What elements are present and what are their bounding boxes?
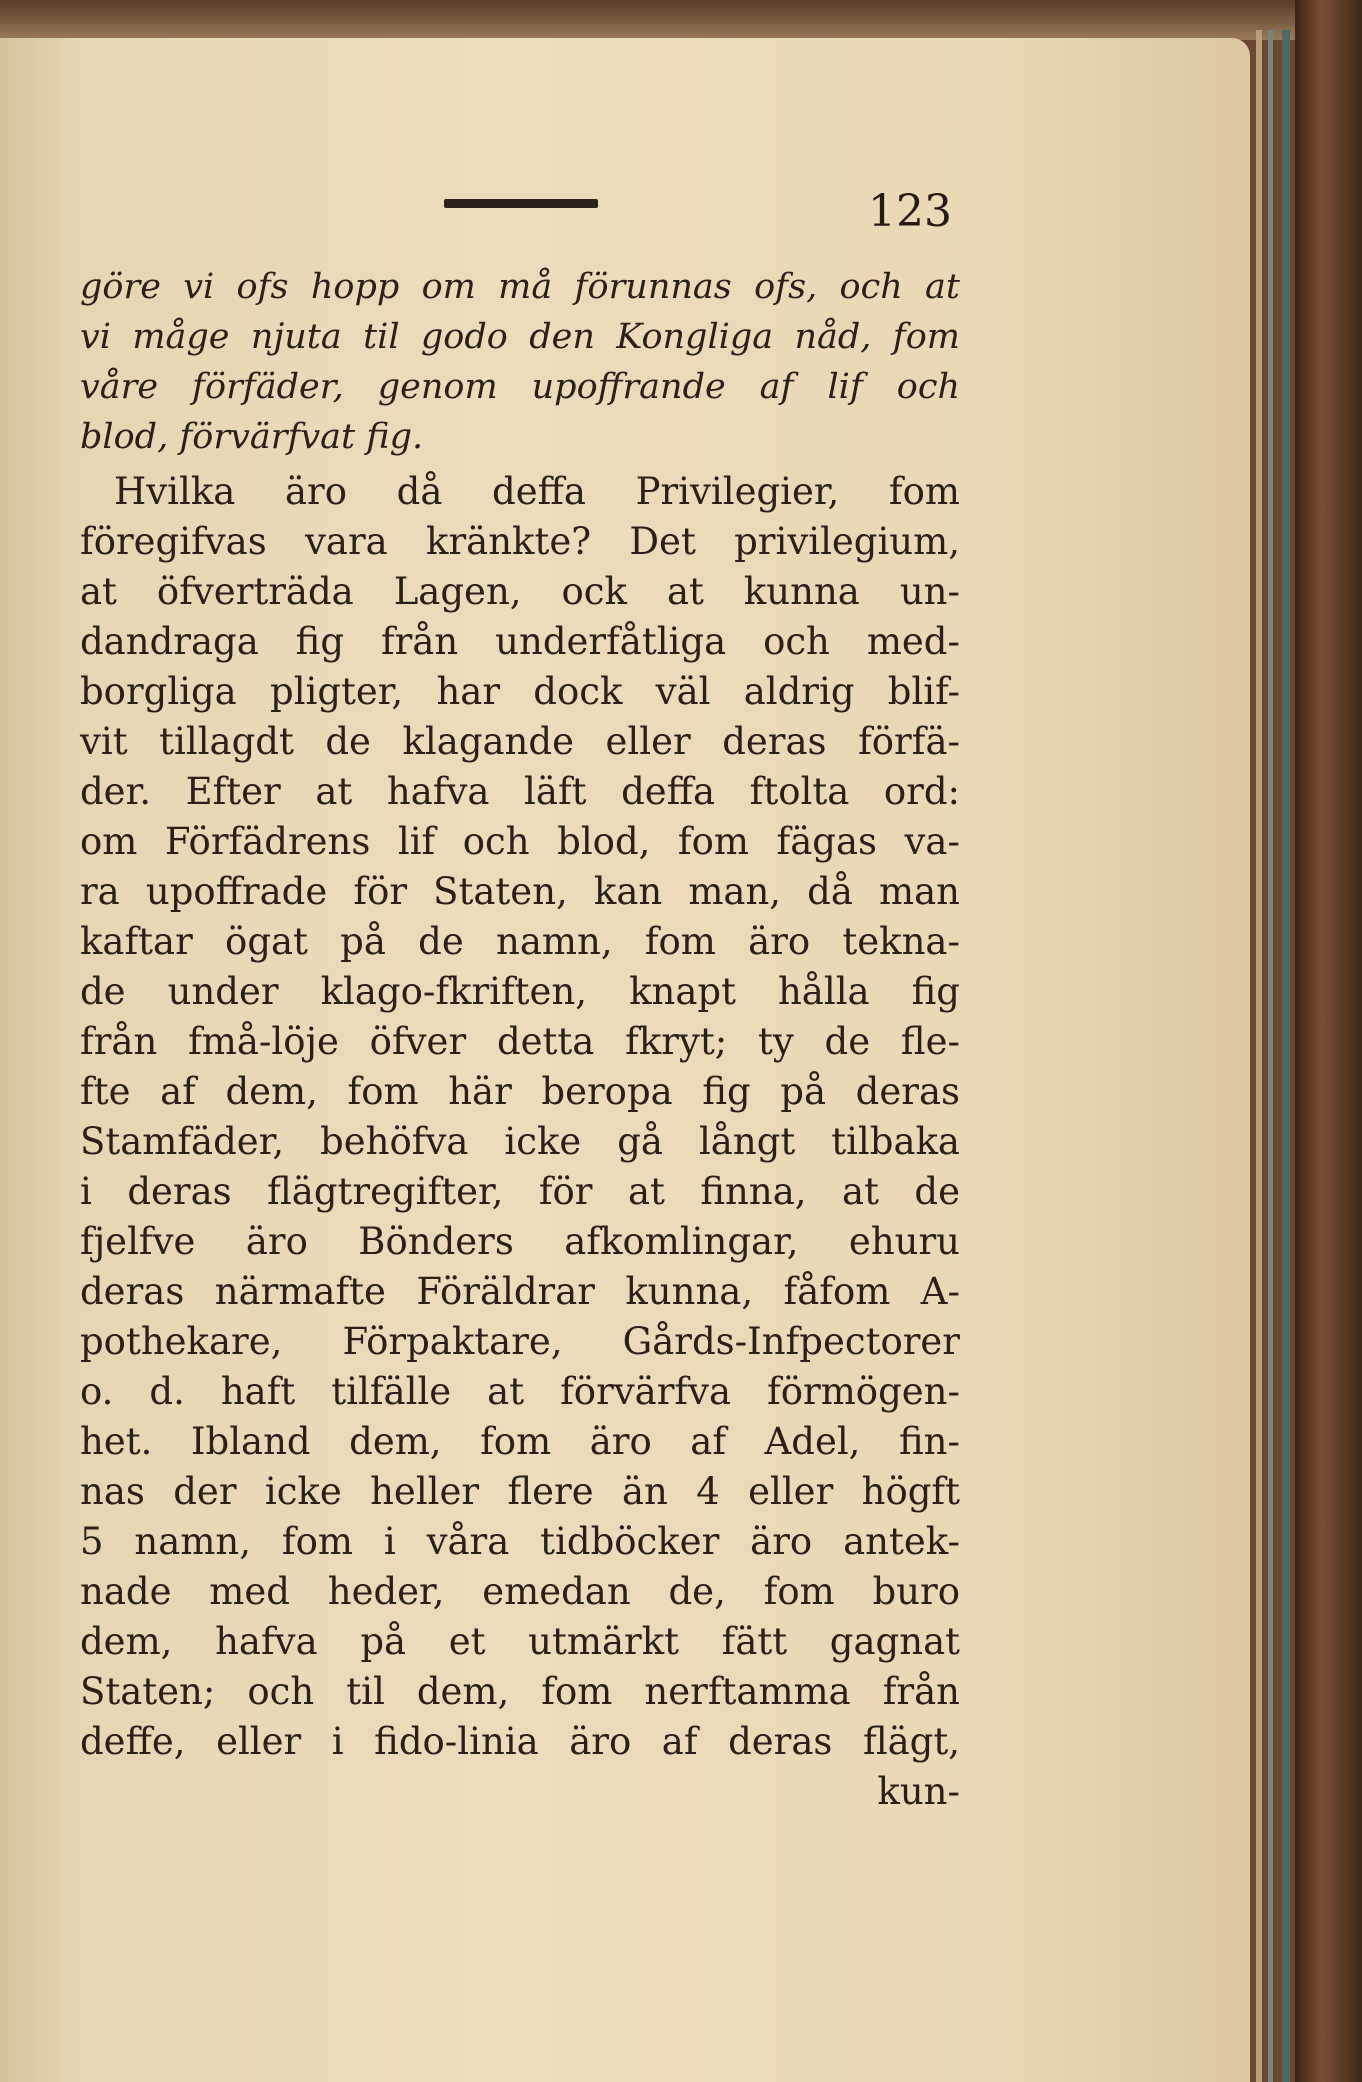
page-edge bbox=[1268, 30, 1273, 2082]
page-edge bbox=[1282, 30, 1290, 2082]
text-line: i deras flägtregifter, för at finna, at de bbox=[80, 1170, 960, 1213]
page-top-edge bbox=[0, 0, 1300, 40]
page-number: 123 bbox=[868, 186, 952, 237]
text-line: het. Ibland dem, fom äro af Adel, fin- bbox=[80, 1420, 960, 1463]
text-line: vi måge njuta til godo den Kongliga nåd, fom bbox=[80, 317, 960, 357]
text-line: om Förfädrens lif och blod, fom fägas va- bbox=[80, 820, 960, 863]
text-line: kaftar ögat på de namn, fom äro tekna- bbox=[80, 920, 960, 963]
text-line: borgliga pligter, har dock väl aldrig blif- bbox=[80, 670, 960, 713]
text-line: ra upoffrade för Staten, kan man, då man bbox=[80, 870, 960, 913]
text-line: Staten; och til dem, fom nerftamma från bbox=[80, 1670, 960, 1713]
text-line: Hvilka äro då deffa Privilegier, fom bbox=[114, 470, 960, 513]
page-edge bbox=[1256, 30, 1262, 2082]
text-line: nas der icke heller flere än 4 eller högft bbox=[80, 1470, 960, 1513]
text-line: fjelfve äro Bönders afkomlingar, ehuru bbox=[80, 1220, 960, 1263]
text-line: de under klago-fkriften, knapt hålla fig bbox=[80, 970, 960, 1013]
text-line: 5 namn, fom i våra tidböcker äro antek- bbox=[80, 1520, 960, 1563]
text-line: Stamfäder, behöfva icke gå långt tilbaka bbox=[80, 1120, 960, 1163]
text-line: der. Efter at hafva läft deffa ftolta ord: bbox=[80, 770, 960, 813]
text-line: fte af dem, fom här beropa fig på deras bbox=[80, 1070, 960, 1113]
text-line: deras närmafte Föräldrar kunna, fåfom A- bbox=[80, 1270, 960, 1313]
text-line: pothekare, Förpaktare, Gårds-Infpectorer bbox=[80, 1320, 960, 1363]
text-line: nade med heder, emedan de, fom buro bbox=[80, 1570, 960, 1613]
text-line: dandraga fig från underfåtliga och med- bbox=[80, 620, 960, 663]
text-line: vit tillagdt de klagande eller deras förfä- bbox=[80, 720, 960, 763]
text-line: dem, hafva på et utmärkt fätt gagnat bbox=[80, 1620, 960, 1663]
catchword: kun- bbox=[877, 1770, 960, 1813]
text-line: deffe, eller i fido-linia äro af deras flägt, bbox=[80, 1720, 960, 1763]
text-line: våre förfäder, genom upoffrande af lif och bbox=[80, 367, 960, 407]
text-line: från fmå-löje öfver detta fkryt; ty de fle- bbox=[80, 1020, 960, 1063]
header-rule bbox=[444, 199, 598, 208]
text-line: at öfverträda Lagen, ock at kunna un- bbox=[80, 570, 960, 613]
text-line: göre vi ofs hopp om må förunnas ofs, och at bbox=[80, 267, 960, 307]
text-line: o. d. haft tilfälle at förvärfva förmögen- bbox=[80, 1370, 960, 1413]
book-cover-edge bbox=[1295, 0, 1362, 2082]
text-line: blod, förvärfvat fig. bbox=[80, 417, 424, 457]
text-line: föregifvas vara kränkte? Det privilegium, bbox=[80, 520, 960, 563]
